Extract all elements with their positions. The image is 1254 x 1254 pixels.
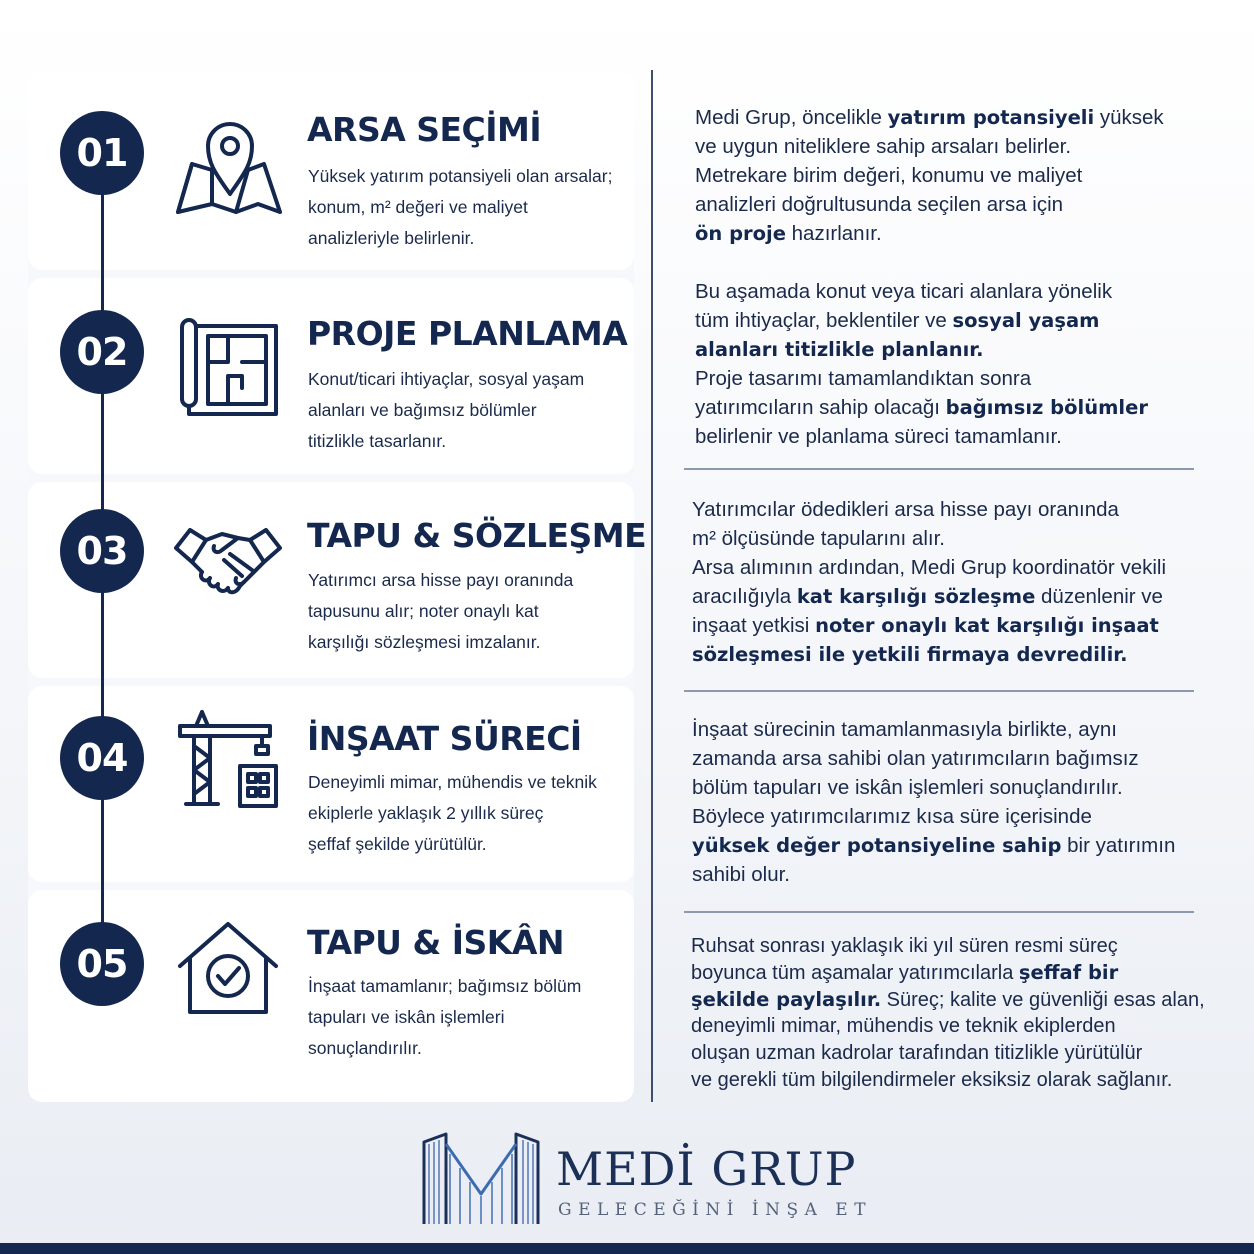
paragraph-line: yatırımcıların sahip olacağı bağımsız bölümler — [695, 396, 1148, 419]
paragraph-line: Böylece yatırımcılarımız kısa süre içerisinde — [692, 805, 1092, 828]
paragraph-line: alanları titizlikle planlanır. — [695, 338, 984, 361]
step-number-3: 03 — [60, 509, 144, 593]
step-title-2: PROJE PLANLAMA — [307, 314, 628, 353]
paragraph-line: Medi Grup, öncelikle yatırım potansiyeli yüksek — [695, 106, 1164, 129]
description-line: sonuçlandırılır. — [308, 1038, 422, 1058]
paragraph-line: aracılığıyla kat karşılığı sözleşme düzenlenir ve — [692, 585, 1163, 608]
description-line: karşılığı sözleşmesi imzalanır. — [308, 632, 541, 652]
step-title-5: TAPU & İSKÂN — [307, 923, 565, 962]
horizontal-divider — [684, 468, 1194, 470]
paragraph-title-deed-contract — [692, 495, 1207, 669]
description-line: Yüksek yatırım potansiyeli olan arsalar; — [308, 166, 613, 186]
paragraph-line: İnşaat sürecinin tamamlanmasıyla birlikte, aynı — [692, 718, 1117, 741]
paragraph-line: Ruhsat sonrası yaklaşık iki yıl süren resmi süreç — [691, 935, 1118, 957]
paragraph-line: inşaat yetkisi noter onaylı kat karşılığı inşaat — [692, 614, 1159, 637]
house-check-icon — [172, 914, 284, 1026]
handshake-icon — [172, 496, 284, 608]
paragraph-land-and-planning — [695, 103, 1210, 451]
description-line: Konut/ticari ihtiyaçlar, sosyal yaşam — [308, 369, 585, 389]
description-line: ekiplerle yaklaşık 2 yıllık süreç — [308, 803, 544, 823]
description-line: tapusunu alır; noter onaylı kat — [308, 601, 539, 621]
paragraph-line: şekilde paylaşılır. Süreç; kalite ve güvenliği esas alan, — [691, 987, 1205, 1011]
description-line: İnşaat tamamlanır; bağımsız bölüm — [308, 976, 582, 996]
paragraph-line: Metrekare birim değeri, konumu ve maliyet — [695, 164, 1083, 187]
paragraph-line: Bu aşamada konut veya ticari alanlara yönelik — [695, 280, 1113, 303]
description-line: Deneyimli mimar, mühendis ve teknik — [308, 772, 597, 792]
step-number-5: 05 — [60, 922, 144, 1006]
footer-bar — [0, 1243, 1254, 1254]
paragraph-line: Yatırımcılar ödedikleri arsa hisse payı oranında — [692, 498, 1119, 521]
crane-icon — [172, 706, 284, 818]
description-line: analizleriyle belirlenir. — [308, 228, 475, 248]
paragraph-line — [695, 248, 1210, 277]
step-description-1 — [308, 161, 630, 254]
paragraph-line: tüm ihtiyaçlar, beklentiler ve sosyal yaşam — [695, 309, 1100, 332]
step-title-4: İNŞAAT SÜRECİ — [307, 719, 582, 758]
paragraph-line: m² ölçüsünde tapularını alır. — [692, 527, 945, 550]
paragraph-line: Proje tasarımı tamamlandıktan sonra — [695, 367, 1032, 390]
paragraph-line: belirlenir ve planlama süreci tamamlanır. — [695, 425, 1062, 448]
description-line: titizlikle tasarlanır. — [308, 431, 447, 451]
map-pin-icon — [172, 108, 284, 220]
step-description-4 — [308, 767, 630, 860]
paragraph-line: Arsa alımının ardından, Medi Grup koordinatör vekili — [692, 556, 1167, 579]
brand-name: MEDİ GRUP — [556, 1142, 857, 1196]
description-line: alanları ve bağımsız bölümler — [308, 400, 537, 420]
paragraph-line: ve gerekli tüm bilgilendirmeler eksiksiz olarak sağlanır. — [691, 1068, 1173, 1091]
description-line: şeffaf şekilde yürütülür. — [308, 834, 487, 854]
step-description-3 — [308, 565, 630, 658]
step-number-1: 01 — [60, 111, 144, 195]
brand-tagline: GELECEĞİNİ İNŞA ET — [558, 1200, 873, 1220]
step-title-1: ARSA SEÇİMİ — [307, 110, 542, 149]
step-number-4: 04 — [60, 716, 144, 800]
paragraph-line: bölüm tapuları ve iskân işlemleri sonuçlandırılır. — [692, 776, 1123, 799]
horizontal-divider — [684, 690, 1194, 692]
step-description-5 — [308, 971, 630, 1064]
paragraph-line: zamanda arsa sahibi olan yatırımcıların bağımsız — [692, 747, 1139, 770]
paragraph-line: boyunca tüm aşamalar yatırımcılarla şeffaf bir — [691, 960, 1119, 984]
paragraph-line: deneyimli mimar, mühendis ve teknik ekiplerden — [691, 1015, 1116, 1038]
description-line: tapuları ve iskân işlemleri — [308, 1007, 505, 1027]
vertical-divider — [651, 70, 653, 1102]
brand-logo-icon — [420, 1130, 542, 1226]
blueprint-icon — [172, 310, 284, 422]
paragraph-construction — [692, 715, 1207, 889]
paragraph-line: oluşan uzman kadrolar tarafından titizlikle yürütülür — [691, 1042, 1143, 1065]
paragraph-line: sahibi olur. — [692, 863, 791, 886]
paragraph-line: analizleri doğrultusunda seçilen arsa için — [695, 193, 1064, 216]
step-description-2 — [308, 364, 630, 457]
step-number-2: 02 — [60, 310, 144, 394]
description-line: Yatırımcı arsa hisse payı oranında — [308, 570, 574, 590]
description-line: konum, m² değeri ve maliyet — [308, 197, 528, 217]
paragraph-line: sözleşmesi ile yetkili firmaya devredilir. — [692, 643, 1128, 666]
paragraph-transparency — [691, 933, 1216, 1094]
horizontal-divider — [684, 911, 1194, 913]
paragraph-line: yüksek değer potansiyeline sahip bir yatırımın — [692, 834, 1176, 857]
step-title-3: TAPU & SÖZLEŞME — [307, 516, 647, 555]
paragraph-line: ön proje hazırlanır. — [695, 222, 882, 245]
paragraph-line: ve uygun niteliklere sahip arsaları belirler. — [695, 135, 1072, 158]
